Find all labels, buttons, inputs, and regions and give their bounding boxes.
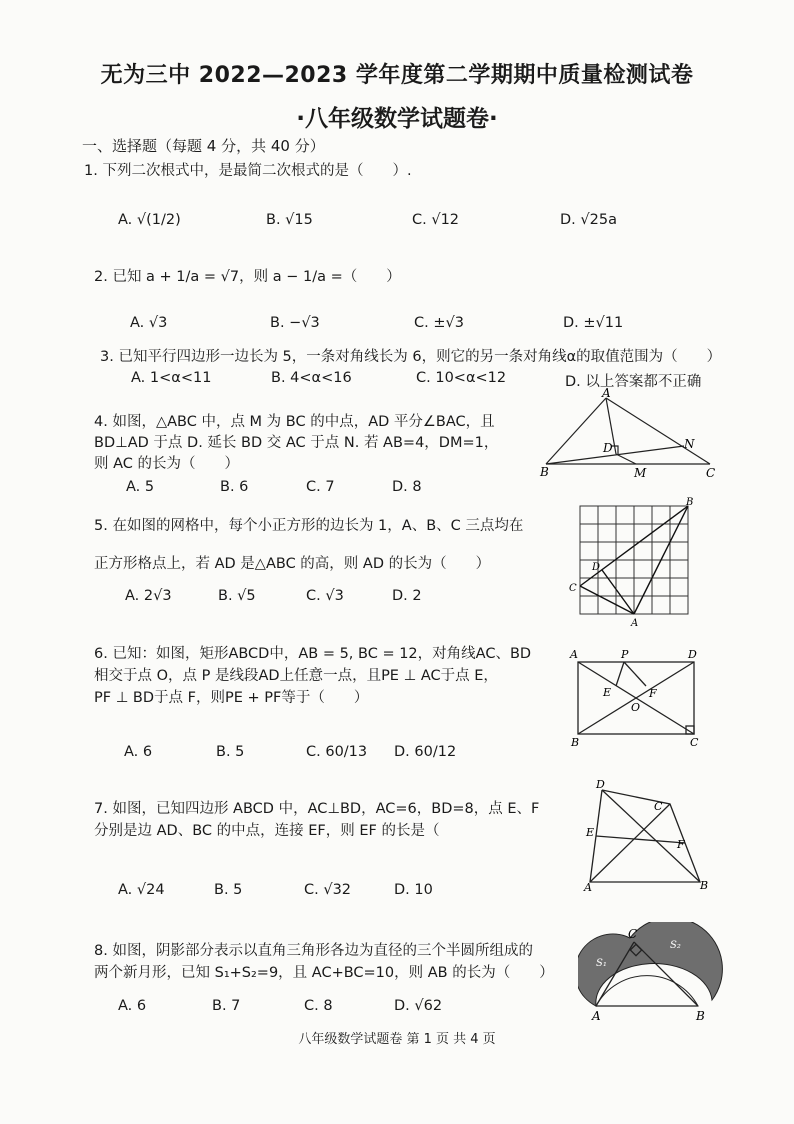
exam-subtitle: ·八年级数学试题卷·: [296, 106, 498, 132]
question-4-option-a: A. 5: [126, 479, 155, 495]
question-2-option-a: A. √3: [130, 315, 168, 331]
question-6-option-c: C. 60/13: [306, 744, 368, 760]
question-4-figure: [536, 388, 726, 480]
question-2-option-d: D. ±√11: [563, 315, 624, 331]
question-7-option-c: C. √32: [304, 882, 352, 898]
question-8-lune-figure: [578, 922, 724, 1022]
q6-label-f: F: [649, 687, 657, 700]
q6-label-b: B: [571, 736, 580, 749]
q5-label-a: A: [631, 618, 639, 628]
question-7-stem-line-2: 分别是边 AD、BC 的中点，连接 EF，则 EF 的长是（: [94, 823, 440, 839]
q6-label-d: D: [688, 648, 697, 661]
question-8-option-d: D. √62: [394, 998, 443, 1014]
q7-label-f: F: [677, 838, 685, 851]
question-8-option-a: A. 6: [118, 998, 147, 1014]
question-5-option-d: D. 2: [392, 588, 422, 604]
question-8-option-b: B. 7: [212, 998, 241, 1014]
question-5-stem-line-1: 5. 在如图的网格中，每个小正方形的边长为 1，A、B、C 三点均在: [94, 518, 524, 534]
question-6-stem-line-2: 相交于点 O，点 P 是线段AD上任意一点，且PE ⊥ AC于点 E，: [94, 668, 498, 684]
question-6-option-a: A. 6: [124, 744, 153, 760]
question-3-option-b: B. 4<α<16: [271, 370, 352, 386]
question-5-option-a: A. 2√3: [125, 588, 172, 604]
question-1-stem: 1. 下列二次根式中，是最简二次根式的是（ ）.: [84, 163, 412, 179]
q5-label-c: C: [569, 583, 577, 594]
q4-label-m: M: [634, 466, 647, 480]
question-5-stem-line-2: 正方形格点上，若 AD 是△ABC 的高，则 AD 的长为（ ）: [94, 556, 491, 572]
q4-label-a: A: [602, 388, 611, 400]
question-1-option-b: B. √15: [266, 212, 313, 228]
question-2-option-c: C. ±√3: [414, 315, 464, 331]
question-3-option-c: C. 10<α<12: [416, 370, 507, 386]
question-6-stem-line-3: PF ⊥ BD于点 F，则PE + PF等于（ ）: [94, 690, 369, 706]
q5-label-b: B: [686, 497, 694, 508]
q4-label-b: B: [540, 465, 549, 479]
question-1-option-a: A. √(1/2): [118, 212, 181, 228]
question-8-stem-line-2: 两个新月形，已知 S₁+S₂=9，且 AC+BC=10，则 AB 的长为（ ）: [94, 965, 554, 981]
page-footer: 八年级数学试题卷 第 1 页 共 4 页: [298, 1032, 496, 1047]
question-3-stem: 3. 已知平行四边形一边长为 5，一条对角线长为 6，则它的另一条对角线α的取值范围为（ ）: [100, 349, 722, 365]
q5-label-d: D: [592, 562, 601, 573]
q8-label-s2: S₂: [670, 940, 681, 951]
question-6-option-d: D. 60/12: [394, 744, 457, 760]
q8-label-s1: S₁: [596, 958, 607, 969]
q7-label-c: C: [654, 800, 663, 813]
question-7-stem-line-1: 7. 如图，已知四边形 ABCD 中，AC⊥BD，AC=6，BD=8，点 E、F: [94, 801, 540, 817]
question-8-stem-line-1: 8. 如图，阴影部分表示以直角三角形各边为直径的三个半圆所组成的: [94, 943, 533, 959]
question-1-option-d: D. √25a: [560, 212, 617, 228]
q8-label-c: C: [628, 927, 638, 941]
q8-label-b: B: [696, 1009, 705, 1022]
question-7-quadrilateral-figure: [580, 778, 720, 894]
q7-label-d: D: [596, 778, 605, 791]
exam-title: 无为三中 2022—2023 学年度第二学期期中质量检测试卷: [100, 63, 694, 88]
question-3-option-d: D. 以上答案都不正确: [565, 374, 702, 390]
question-1-option-c: C. √12: [412, 212, 460, 228]
q4-label-n: N: [684, 437, 695, 451]
question-7-option-d: D. 10: [394, 882, 433, 898]
question-4-option-b: B. 6: [220, 479, 249, 495]
question-7-option-a: A. √24: [118, 882, 165, 898]
question-4-stem-line-1: 4. 如图，△ABC 中，点 M 为 BC 的中点，AD 平分∠BAC，且: [94, 414, 495, 430]
q7-label-b: B: [700, 879, 709, 892]
section-heading: 一、选择题（每题 4 分，共 40 分）: [82, 137, 325, 155]
question-5-option-b: B. √5: [218, 588, 256, 604]
question-7-option-b: B. 5: [214, 882, 243, 898]
question-4-option-c: C. 7: [306, 479, 335, 495]
question-6-rectangle-figure: [566, 646, 706, 750]
question-4-option-d: D. 8: [392, 479, 422, 495]
q7-label-a: A: [584, 881, 592, 894]
q6-label-o: O: [631, 701, 641, 714]
question-2-stem: 2. 已知 a + 1/a = √7，则 a − 1/a =（ ）: [94, 269, 401, 285]
q6-label-p: P: [621, 648, 629, 661]
q4-label-c: C: [706, 466, 716, 480]
question-6-option-b: B. 5: [216, 744, 245, 760]
question-2-option-b: B. −√3: [270, 315, 320, 331]
q8-label-a: A: [592, 1009, 601, 1022]
question-5-option-c: C. √3: [306, 588, 344, 604]
question-4-stem-line-3: 则 AC 的长为（ ）: [94, 456, 240, 472]
question-4-stem-line-2: BD⊥AD 于点 D. 延长 BD 交 AC 于点 N. 若 AB=4，DM=1，: [94, 435, 499, 451]
q6-label-a: A: [570, 648, 578, 661]
question-8-option-c: C. 8: [304, 998, 333, 1014]
q6-label-e: E: [603, 686, 612, 699]
question-3-option-a: A. 1<α<11: [131, 370, 212, 386]
question-6-stem-line-1: 6. 已知：如图，矩形ABCD中，AB = 5, BC = 12，对角线AC、BD: [94, 646, 532, 662]
question-5-grid-figure: [566, 496, 700, 628]
q4-label-d: D: [603, 441, 613, 455]
q7-label-e: E: [586, 826, 595, 839]
q6-label-c: C: [690, 736, 699, 749]
